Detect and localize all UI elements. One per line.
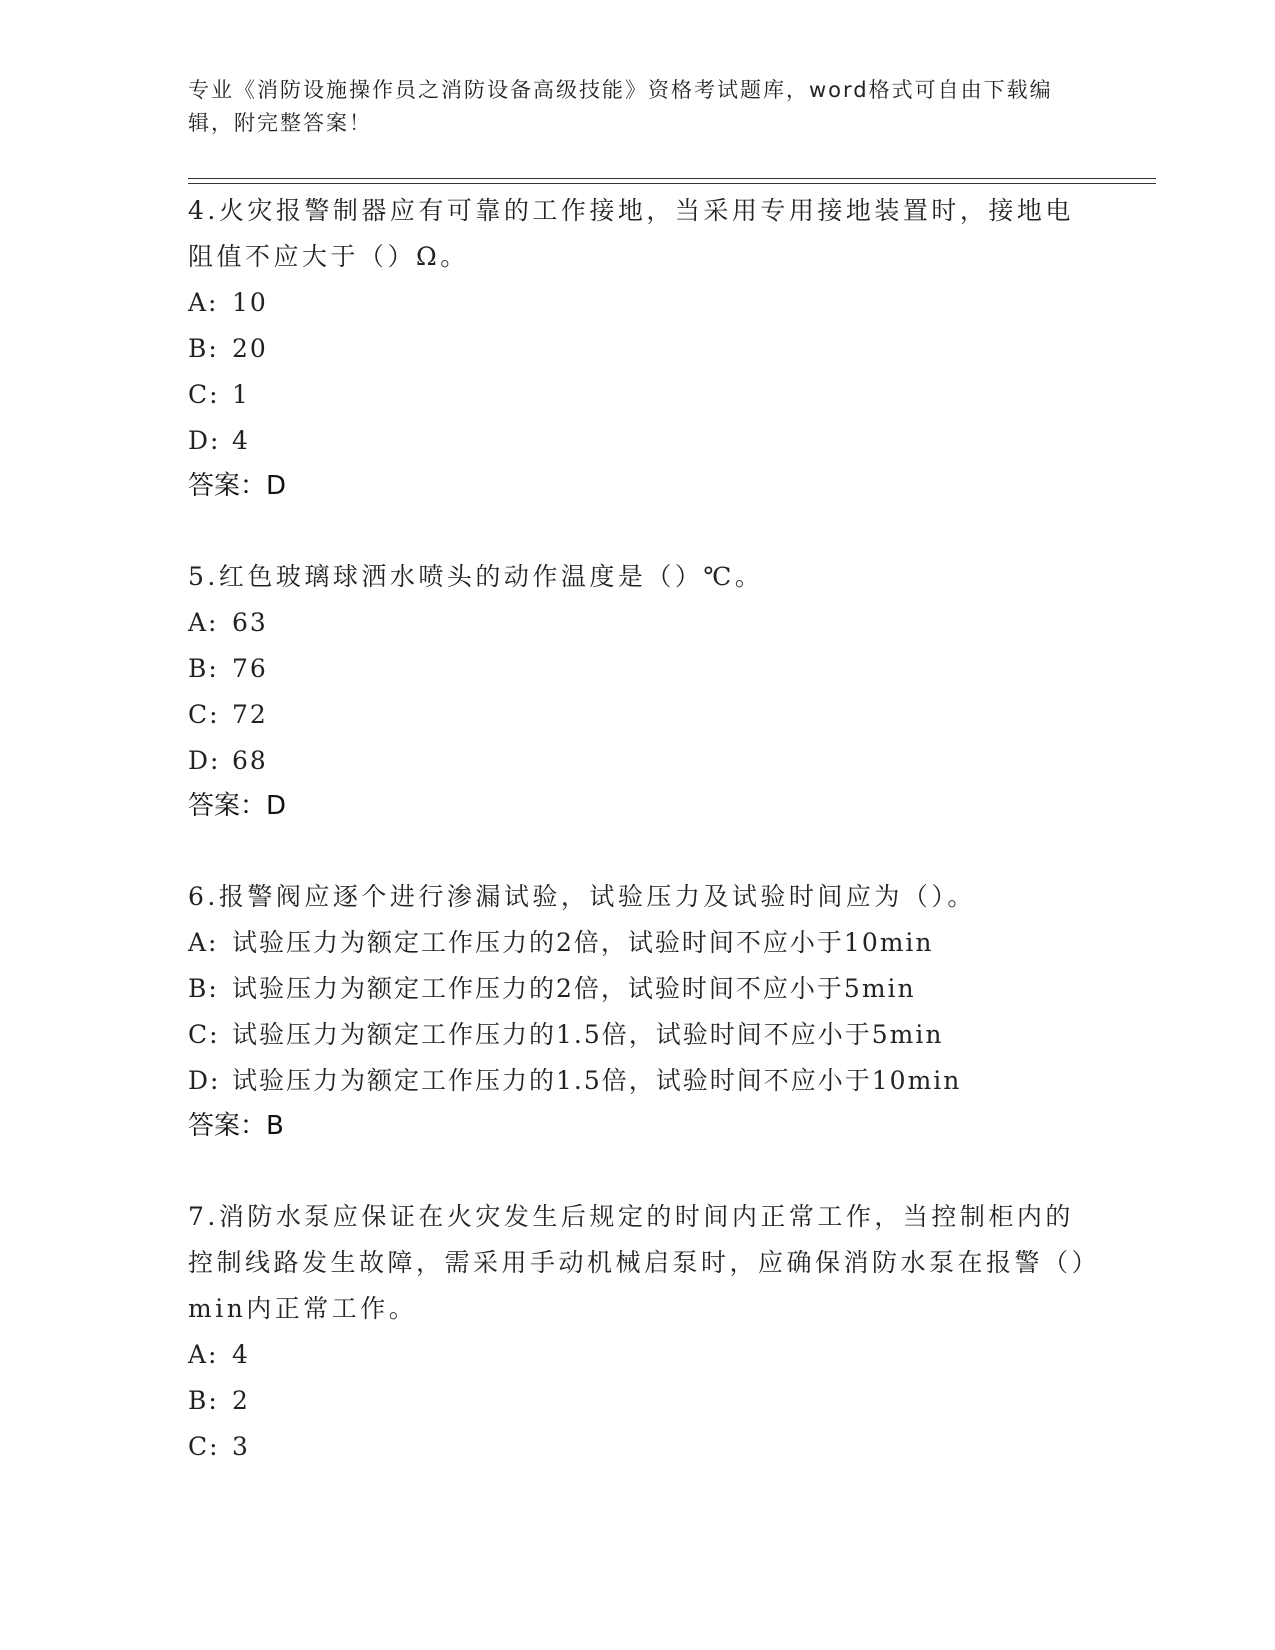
option-letter: A: bbox=[188, 928, 219, 957]
option-text: 试验压力为额定工作压力的1.5倍，试验时间不应小于5min bbox=[232, 1020, 944, 1049]
option-text: 20 bbox=[232, 334, 268, 363]
option-letter: C: bbox=[188, 1432, 220, 1461]
option-d bbox=[188, 1058, 1088, 1104]
question-spacer bbox=[188, 508, 1088, 554]
option-a bbox=[188, 920, 1088, 966]
header-divider-top bbox=[188, 178, 1156, 179]
answer-label: 答案：D bbox=[188, 471, 287, 501]
option-text: 3 bbox=[232, 1432, 250, 1461]
option-letter: B: bbox=[188, 654, 219, 683]
option-b bbox=[188, 646, 1088, 692]
option-d bbox=[188, 738, 1088, 784]
option-c bbox=[188, 372, 1088, 418]
question-5 bbox=[188, 554, 1088, 828]
document-header: 专业《消防设施操作员之消防设备高级技能》资格考试题库，word格式可自由下载编辑，附完整答案！ bbox=[188, 78, 1053, 135]
option-c bbox=[188, 692, 1088, 738]
option-b bbox=[188, 326, 1088, 372]
option-b bbox=[188, 1378, 1088, 1424]
option-text: 68 bbox=[232, 746, 268, 775]
option-text: 72 bbox=[232, 700, 268, 729]
option-a bbox=[188, 1332, 1088, 1378]
question-stem: 7.消防水泵应保证在火灾发生后规定的时间内正常工作，当控制柜内的控制线路发生故障，需采用手动机械启泵时，应确保消防水泵在报警（）min内正常工作。 bbox=[188, 1202, 1088, 1323]
question-list bbox=[188, 188, 1088, 1470]
answer-label: 答案：D bbox=[188, 791, 287, 821]
header-divider-bottom bbox=[188, 183, 1156, 184]
option-a bbox=[188, 600, 1088, 646]
option-letter: B: bbox=[188, 334, 219, 363]
option-text: 63 bbox=[232, 608, 268, 637]
question-stem: 5.红色玻璃球洒水喷头的动作温度是（）℃。 bbox=[188, 562, 764, 591]
option-d bbox=[188, 418, 1088, 464]
option-text: 10 bbox=[232, 288, 268, 317]
question-stem: 4.火灾报警制器应有可靠的工作接地，当采用专用接地装置时，接地电阻值不应大于（）Ω。 bbox=[188, 196, 1074, 271]
question-spacer bbox=[188, 828, 1088, 874]
option-text: 4 bbox=[232, 426, 250, 455]
option-text: 试验压力为额定工作压力的2倍，试验时间不应小于5min bbox=[232, 974, 916, 1003]
option-text: 76 bbox=[232, 654, 268, 683]
option-letter: D: bbox=[188, 426, 221, 455]
option-letter: A: bbox=[188, 288, 219, 317]
option-b bbox=[188, 966, 1088, 1012]
option-text: 试验压力为额定工作压力的1.5倍，试验时间不应小于10min bbox=[232, 1066, 962, 1095]
option-a bbox=[188, 280, 1088, 326]
option-c bbox=[188, 1012, 1088, 1058]
question-7 bbox=[188, 1194, 1088, 1470]
option-text: 试验压力为额定工作压力的2倍，试验时间不应小于10min bbox=[232, 928, 934, 957]
question-stem: 6.报警阀应逐个进行渗漏试验，试验压力及试验时间应为（）。 bbox=[188, 882, 976, 911]
answer-label: 答案：B bbox=[188, 1111, 284, 1141]
option-letter: C: bbox=[188, 1020, 220, 1049]
option-letter: D: bbox=[188, 1066, 221, 1095]
option-c bbox=[188, 1424, 1088, 1470]
option-letter: A: bbox=[188, 1340, 219, 1369]
option-letter: B: bbox=[188, 1386, 219, 1415]
option-letter: A: bbox=[188, 608, 219, 637]
question-spacer bbox=[188, 1148, 1088, 1194]
option-text: 1 bbox=[232, 380, 250, 409]
option-letter: B: bbox=[188, 974, 219, 1003]
question-4 bbox=[188, 188, 1088, 508]
option-letter: D: bbox=[188, 746, 221, 775]
option-letter: C: bbox=[188, 700, 220, 729]
option-letter: C: bbox=[188, 380, 220, 409]
option-text: 2 bbox=[232, 1386, 250, 1415]
option-text: 4 bbox=[232, 1340, 250, 1369]
question-6 bbox=[188, 874, 1088, 1148]
